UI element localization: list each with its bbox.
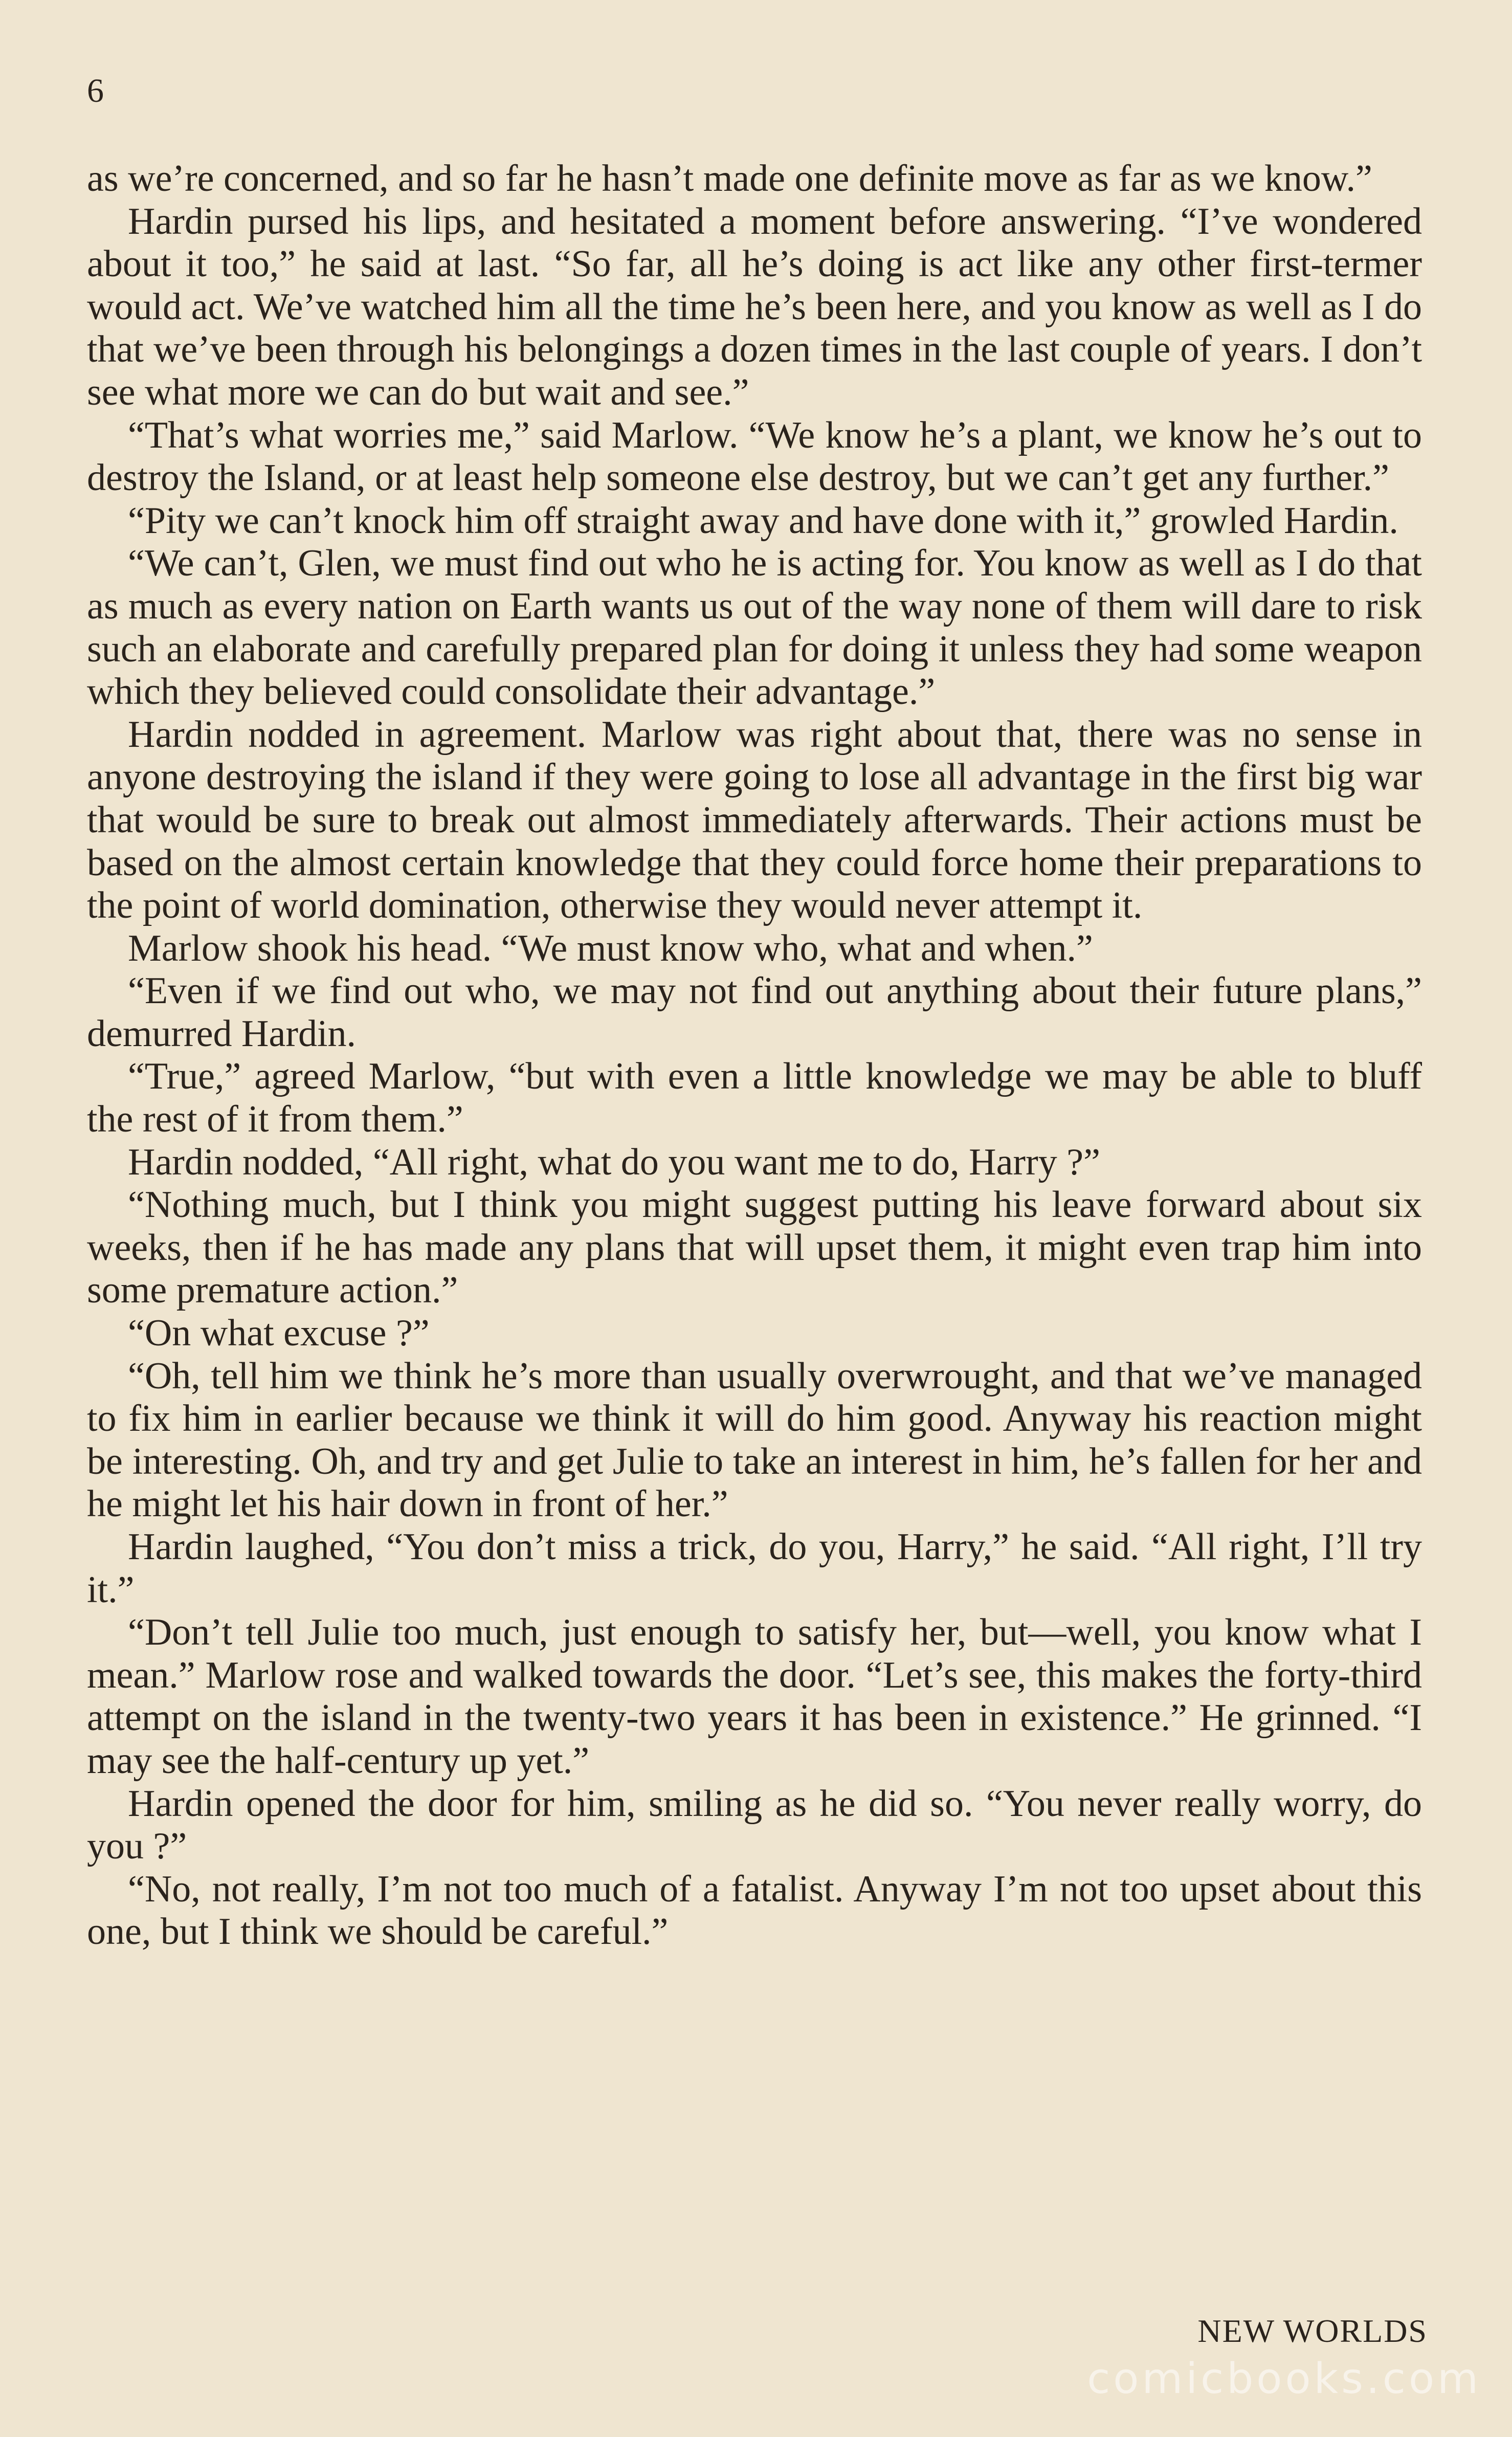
paragraph: “On what excuse ?” <box>128 1312 430 1355</box>
paragraph: “No, not really, I’m not too much of a fatalist. Anyway I’m not too upset about this one, but I think we should be careful.” <box>87 1868 1422 1953</box>
paragraph: “Pity we can’t knock him off straight away and have done with it,” growled Hardin. <box>128 499 1398 542</box>
paragraph: “Even if we find out who, we may not find out anything about their future plans,” demurred Hardin. <box>87 970 1422 1055</box>
paragraph: “Oh, tell him we think he’s more than usually overwrought, and that we’ve managed to fix him in earlier because we think it will do him good. Anyway his reaction might be interesting. Oh, and try and get Julie to take an interest in him, he’s fallen for her and he might let his hair down in front of her.” <box>87 1355 1422 1525</box>
paragraph: Hardin nodded in agreement. Marlow was right about that, there was no sense in anyone destroying the island if they were going to lose all advantage in the first big war that would be sure to break out almost immediately afterwards. Their actions must be based on the almost certain knowledge that they could force home their preparations to the point of world domination, otherwise they would never attempt it. <box>87 713 1422 927</box>
story-text <box>87 158 1422 1954</box>
paragraph: “We can’t, Glen, we must find out who he is acting for. You know as well as I do that as much as every nation on Earth wants us out of the way none of them will dare to risk such an elaborate and carefully prepared plan for doing it unless they had some weapon which they believed could consolidate their advantage.” <box>87 542 1422 713</box>
page-number: 6 <box>87 72 104 109</box>
running-footer: NEW WORLDS <box>1197 2313 1428 2349</box>
paragraph: “Nothing much, but I think you might suggest putting his leave forward about six weeks, then if he has made any plans that will upset them, it might even trap him into some premature action.” <box>87 1184 1422 1312</box>
paragraph: Hardin pursed his lips, and hesitated a moment before answering. “I’ve wondered about it too,” he said at last. “So far, all he’s doing is act like any other first-termer would act. We’ve watched him all the time he’s been here, and you know as well as I do that we’ve been through his belongings a dozen times in the last couple of years. I don’t see what more we can do but wait and see.” <box>87 200 1422 413</box>
paragraph: “That’s what worries me,” said Marlow. “We know he’s a plant, we know he’s out to destroy the Island, or at least help someone else destroy, but we can’t get any further.” <box>87 414 1422 499</box>
paragraph: “Don’t tell Julie too much, just enough to satisfy her, but—well, you know what I mean.” Marlow rose and walked towards the door. “Let’s see, this makes the forty-third attempt on the island in the twenty-two years it has been in existence.” He grinned. “I may see the half-century up yet.” <box>87 1611 1422 1782</box>
paragraph: Marlow shook his head. “We must know who, what and when.” <box>128 927 1093 969</box>
paragraph: “True,” agreed Marlow, “but with even a little knowledge we may be able to bluff the rest of it from them.” <box>87 1055 1422 1141</box>
paragraph: Hardin nodded, “All right, what do you want me to do, Harry ?” <box>128 1141 1100 1183</box>
paragraph: as we’re concerned, and so far he hasn’t made one definite move as far as we know.” <box>87 158 1372 200</box>
watermark: comicbooks.com <box>1087 2355 1481 2403</box>
paragraph: Hardin laughed, “You don’t miss a trick, do you, Harry,” he said. “All right, I’ll try it.” <box>87 1526 1422 1611</box>
paragraph: Hardin opened the door for him, smiling as he did so. “You never really worry, do you ?” <box>87 1782 1422 1868</box>
